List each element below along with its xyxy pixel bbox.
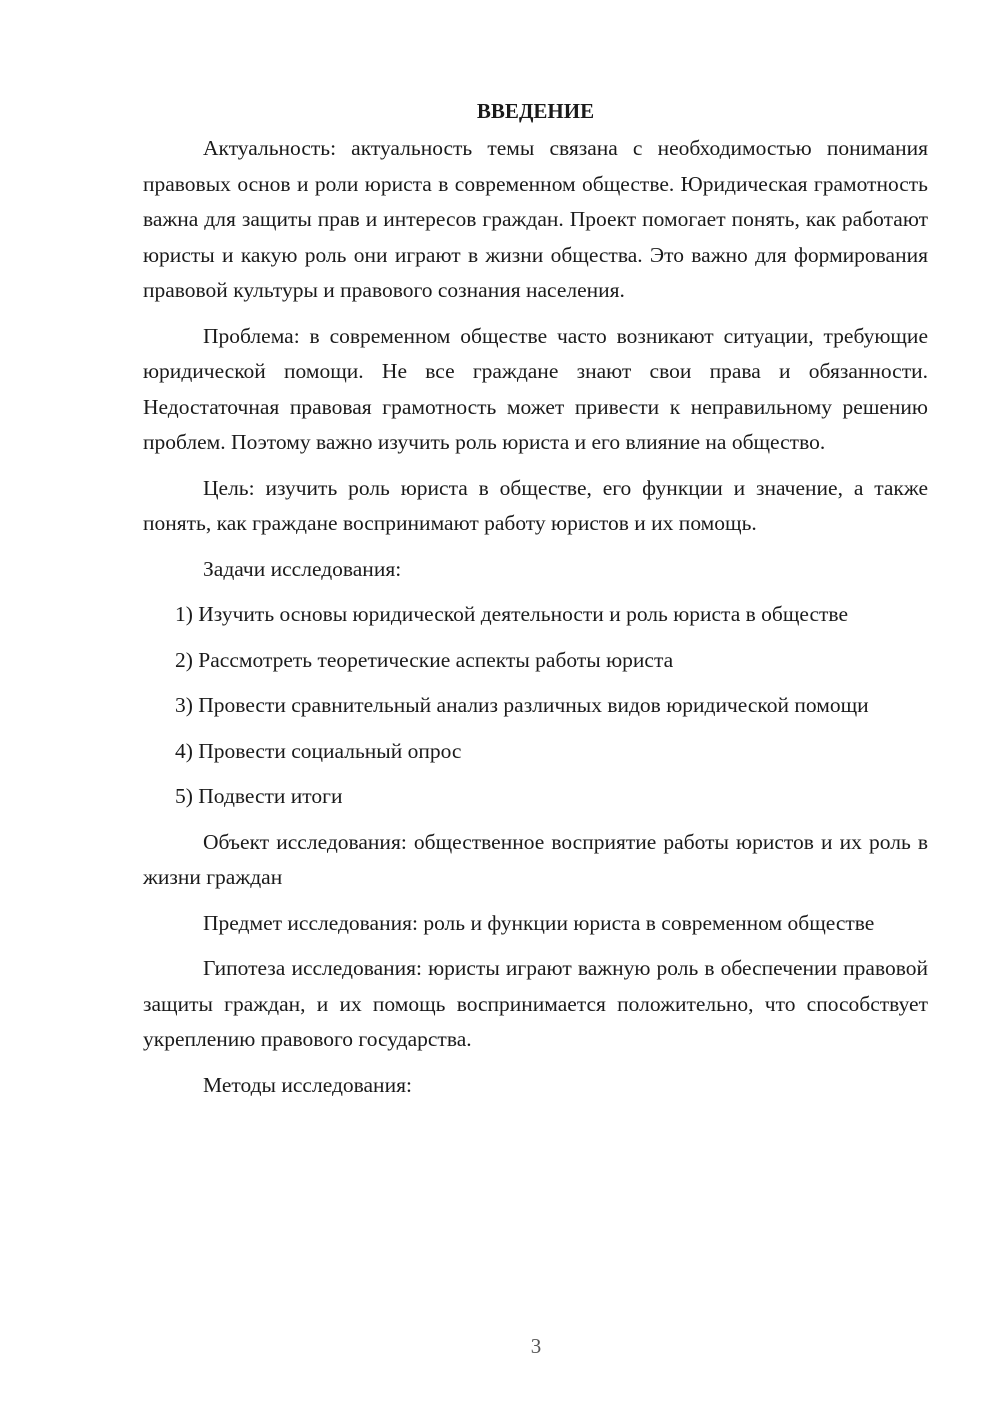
relevance-paragraph: Актуальность: актуальность темы связана с необходимостью понимания правовых основ и роли юриста в современном обществе. Юридическая грамотность важна для защиты прав и интересов граждан. Проект помогает понять, как работают юристы и какую роль они играют в жизни общества. Это важно для формирования правовой культуры и правового сознания населения. <box>143 136 928 302</box>
problem-paragraph: Проблема: в современном обществе часто возникают ситуации, требующие юридической помощи. Не все граждане знают свои права и обязанности. Недостаточная правовая грамотность может привести к неправильному решению проблем. Поэтому важно изучить роль юриста и его влияние на общество. <box>143 323 928 454</box>
tasks-heading: Задачи исследования: <box>203 556 402 581</box>
task-item-5: 5) Подвести итоги <box>175 784 343 808</box>
hypothesis-paragraph: Гипотеза исследования: юристы играют важную роль в обеспечении правовой защиты граждан, и их помощь воспринимается положительно, что способствует укреплению правового государства. <box>143 956 928 1051</box>
methods-heading: Методы исследования: <box>203 1072 412 1097</box>
task-item-3: 3) Провести сравнительный анализ различных видов юридической помощи <box>175 693 869 717</box>
task-item-2: 2) Рассмотреть теоретические аспекты работы юриста <box>175 647 674 672</box>
goal-paragraph: Цель: изучить роль юриста в обществе, его функции и значение, а также понять, как граждане воспринимают работу юристов и их помощь. <box>143 475 928 535</box>
subject-paragraph: Предмет исследования: роль и функции юриста в современном обществе <box>203 910 875 935</box>
document-page <box>143 96 928 1113</box>
section-title: ВВЕДЕНИЕ <box>476 99 595 123</box>
task-item-1: 1) Изучить основы юридической деятельности и роль юриста в обществе <box>175 602 848 626</box>
task-item-4: 4) Провести социальный опрос <box>175 738 462 763</box>
object-paragraph: Объект исследования: общественное восприятие работы юристов и их роль в жизни граждан <box>143 829 928 889</box>
page-number: 3 <box>530 1334 542 1358</box>
